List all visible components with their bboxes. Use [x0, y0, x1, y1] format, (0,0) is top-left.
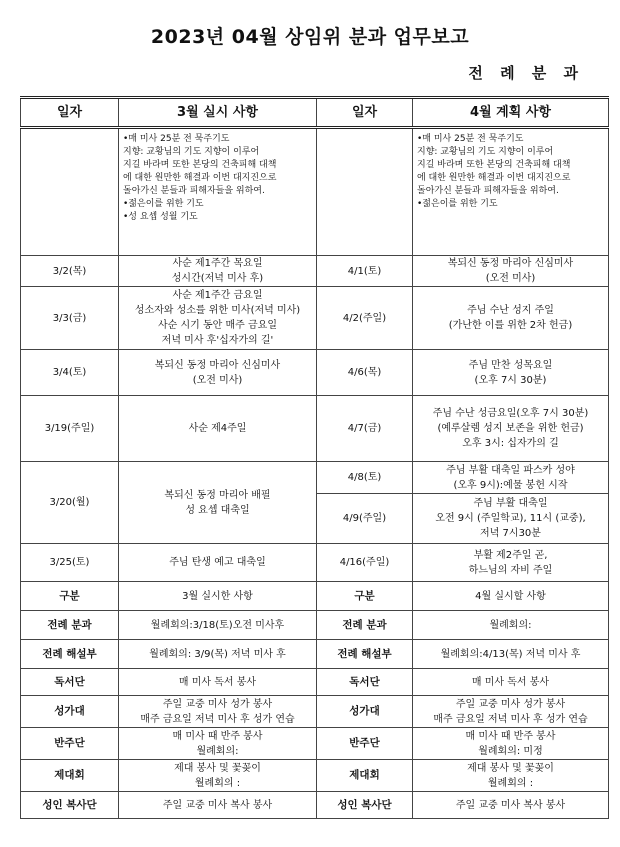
- text-line: 제대 봉사 및 꽃꽂이: [467, 762, 554, 774]
- text-line: 지길 바라며 또한 본당의 건축피해 대책: [417, 160, 571, 170]
- text-line: 오후 3시: 십자가의 길: [462, 438, 559, 449]
- table-row: [21, 582, 609, 611]
- content-cell: [119, 640, 317, 669]
- text-line: •매 미사 25분 전 묵주기도: [123, 134, 230, 144]
- text-line: 주일 교중 미사 복사 봉사: [162, 799, 273, 811]
- text-line: 사순 제1주간 금요일: [172, 290, 263, 301]
- text-line: 돌아가신 분들과 피해자들을 위하여.: [123, 186, 265, 196]
- text-line: 3월 실시한 사항: [182, 590, 253, 602]
- table-row: [21, 287, 609, 350]
- text-line: 지길 바라며 또한 본당의 건축피해 대책: [123, 160, 277, 170]
- section-cell: 구분: [21, 582, 119, 611]
- text-line: •매 미사 25분 전 묵주기도: [417, 134, 524, 144]
- text-line: 제대 봉사 및 꽃꽂이: [174, 762, 261, 774]
- text-line: 지향: 교황님의 기도 지향이 이루어: [123, 147, 260, 157]
- text-line: 매 미사 때 반주 봉사: [465, 730, 556, 742]
- content-cell: [413, 350, 609, 396]
- text-line: 4월 실시할 사항: [475, 590, 546, 602]
- content-cell: [119, 350, 317, 396]
- header-row: [21, 98, 609, 128]
- text-line: 하느님의 자비 주일: [468, 564, 553, 576]
- header-date-right: 일자: [317, 98, 413, 128]
- text-line: 주님 만찬 성목요일: [468, 359, 553, 371]
- date-cell: 3/3(금): [21, 287, 119, 350]
- date-cell: 3/25(토): [21, 544, 119, 582]
- content-cell: [119, 256, 317, 287]
- text-line: (오후 9시):예물 봉헌 시작: [453, 479, 568, 491]
- content-cell: [119, 287, 317, 350]
- text-line: 주일 교중 미사 성가 봉사: [162, 698, 273, 710]
- table-row: [21, 350, 609, 396]
- text-line: 성 요셉 대축일: [185, 504, 250, 516]
- text-line: 사순 제4주일: [188, 423, 247, 434]
- table-row: [21, 760, 609, 792]
- table-row: [21, 462, 609, 494]
- date-cell: 3/2(목): [21, 256, 119, 287]
- header-march: 3월 실시 사항: [119, 98, 317, 128]
- text-line: 에 대한 원만한 해결과 이번 대지진으로: [123, 173, 277, 183]
- content-cell: [413, 611, 609, 640]
- text-line: (오전 미사): [485, 273, 536, 284]
- date-cell: 4/16(주일): [317, 544, 413, 582]
- text-line: 월례회의:: [489, 619, 532, 631]
- intro-blank-right: [317, 128, 413, 256]
- text-line: 복되신 동정 마리아 신심미사: [154, 359, 281, 371]
- content-cell: [413, 760, 609, 792]
- section-cell: 성인 복사단: [317, 792, 413, 819]
- text-line: 주일 교중 미사 복사 봉사: [455, 799, 566, 811]
- text-line: 월례회의:4/13(목) 저녁 미사 후: [440, 648, 581, 660]
- text-line: 매 미사 독서 봉사: [178, 676, 257, 688]
- text-line: 주님 수난 성금요일(오후 7시 30분): [432, 408, 589, 419]
- intro-row: [21, 128, 609, 256]
- text-line: 주님 수난 성지 주일: [467, 305, 554, 316]
- table-row: [21, 792, 609, 819]
- report-table: [20, 96, 609, 819]
- text-line: (가난한 이를 위한 2차 헌금): [448, 320, 573, 331]
- section-cell: 성가대: [21, 696, 119, 728]
- text-line: 부활 제2주일 곧,: [473, 549, 548, 561]
- text-line: 사순 제1주간 목요일: [172, 258, 263, 269]
- text-line: (예루살렘 성지 보존을 위한 헌금): [437, 423, 584, 434]
- table-row: [21, 544, 609, 582]
- date-cell: 3/4(토): [21, 350, 119, 396]
- content-cell: [413, 494, 609, 544]
- date-cell: 4/2(주일): [317, 287, 413, 350]
- content-cell: [119, 396, 317, 462]
- text-line: (오후 7시 30분): [474, 374, 547, 386]
- content-cell: [413, 640, 609, 669]
- text-line: •젊은이를 위한 기도: [123, 199, 204, 209]
- content-cell: [119, 728, 317, 760]
- date-cell: 3/20(월): [21, 462, 119, 544]
- section-cell: 반주단: [21, 728, 119, 760]
- text-line: •성 요셉 성월 기도: [123, 212, 198, 222]
- content-cell: [413, 462, 609, 494]
- content-cell: [413, 396, 609, 462]
- section-cell: 성가대: [317, 696, 413, 728]
- content-cell: [413, 287, 609, 350]
- section-cell: 성인 복사단: [21, 792, 119, 819]
- section-cell: 구분: [317, 582, 413, 611]
- content-cell: [413, 256, 609, 287]
- content-cell: [119, 792, 317, 819]
- table-row: [21, 696, 609, 728]
- section-cell: 전례 해설부: [317, 640, 413, 669]
- content-cell: [119, 462, 317, 544]
- table-row: [21, 728, 609, 760]
- text-line: 저녁 미사 후'십자가의 길': [161, 335, 274, 346]
- intro-march: [119, 128, 317, 256]
- header-date-left: 일자: [21, 98, 119, 128]
- table-row: [21, 396, 609, 462]
- date-cell: 3/19(주일): [21, 396, 119, 462]
- content-cell: [413, 544, 609, 582]
- content-cell: [119, 669, 317, 696]
- date-cell: 4/9(주일): [317, 494, 413, 544]
- text-line: 성소자와 성소를 위한 미사(저녁 미사): [134, 305, 301, 316]
- text-line: (오전 미사): [192, 374, 243, 386]
- text-line: 월례회의: 3/9(목) 저녁 미사 후: [149, 648, 286, 660]
- text-line: 복되신 동정 마리아 배필: [164, 489, 271, 501]
- date-cell: 4/1(토): [317, 256, 413, 287]
- content-cell: [413, 696, 609, 728]
- text-line: 사순 시기 동안 매주 금요일: [158, 320, 277, 331]
- text-line: 주님 탄생 예고 대축일: [169, 557, 266, 568]
- section-cell: 전례 해설부: [21, 640, 119, 669]
- text-line: 매주 금요일 저녁 미사 후 성가 연습: [140, 713, 295, 725]
- text-line: 월례회의:3/18(토)오전 미사후: [150, 619, 285, 631]
- section-cell: 독서단: [21, 669, 119, 696]
- table-row: [21, 256, 609, 287]
- text-line: •젊은이를 위한 기도: [417, 199, 498, 209]
- text-line: 성시간(저녁 미사 후): [171, 273, 264, 284]
- intro-blank-left: [21, 128, 119, 256]
- content-cell: [119, 611, 317, 640]
- intro-april: [413, 128, 609, 256]
- text-line: 월례회의 :: [194, 777, 241, 789]
- header-april: 4월 계획 사항: [413, 98, 609, 128]
- text-line: 에 대한 원만한 해결과 이번 대지진으로: [417, 173, 571, 183]
- text-line: 매 미사 독서 봉사: [471, 676, 550, 688]
- content-cell: [413, 792, 609, 819]
- content-cell: [413, 728, 609, 760]
- content-cell: [413, 582, 609, 611]
- text-line: 월례회의 :: [487, 777, 534, 789]
- text-line: 저녁 7시30분: [480, 528, 541, 539]
- content-cell: [119, 544, 317, 582]
- content-cell: [119, 696, 317, 728]
- table-row: [21, 669, 609, 696]
- text-line: 주일 교중 미사 성가 봉사: [455, 698, 566, 710]
- text-line: 월례회의: 미정: [478, 745, 543, 757]
- text-line: 주님 부활 대축일: [473, 498, 548, 509]
- department-name: 전 례 분 과: [468, 64, 584, 82]
- text-line: 지향: 교황님의 기도 지향이 이루어: [417, 147, 554, 157]
- content-cell: [119, 582, 317, 611]
- table-row: [21, 611, 609, 640]
- report-title: 2023년 04월 상임위 분과 업무보고: [150, 26, 470, 48]
- section-cell: 제대회: [317, 760, 413, 792]
- text-line: 매주 금요일 저녁 미사 후 성가 연습: [433, 713, 588, 725]
- section-cell: 전례 분과: [317, 611, 413, 640]
- text-line: 돌아가신 분들과 피해자들을 위하여.: [417, 186, 559, 196]
- date-cell: 4/8(토): [317, 462, 413, 494]
- table-row: [21, 640, 609, 669]
- text-line: 오전 9시 (주일학교), 11시 (교중),: [435, 513, 586, 524]
- text-line: 매 미사 때 반주 봉사: [172, 730, 263, 742]
- section-cell: 반주단: [317, 728, 413, 760]
- section-cell: 제대회: [21, 760, 119, 792]
- date-cell: 4/6(목): [317, 350, 413, 396]
- section-cell: 독서단: [317, 669, 413, 696]
- section-cell: 전례 분과: [21, 611, 119, 640]
- date-cell: 4/7(금): [317, 396, 413, 462]
- text-line: 주님 부활 대축일 파스카 성야: [446, 464, 575, 476]
- text-line: 복되신 동정 마리아 신심미사: [447, 258, 574, 269]
- content-cell: [413, 669, 609, 696]
- content-cell: [119, 760, 317, 792]
- text-line: 월례회의:: [196, 745, 239, 757]
